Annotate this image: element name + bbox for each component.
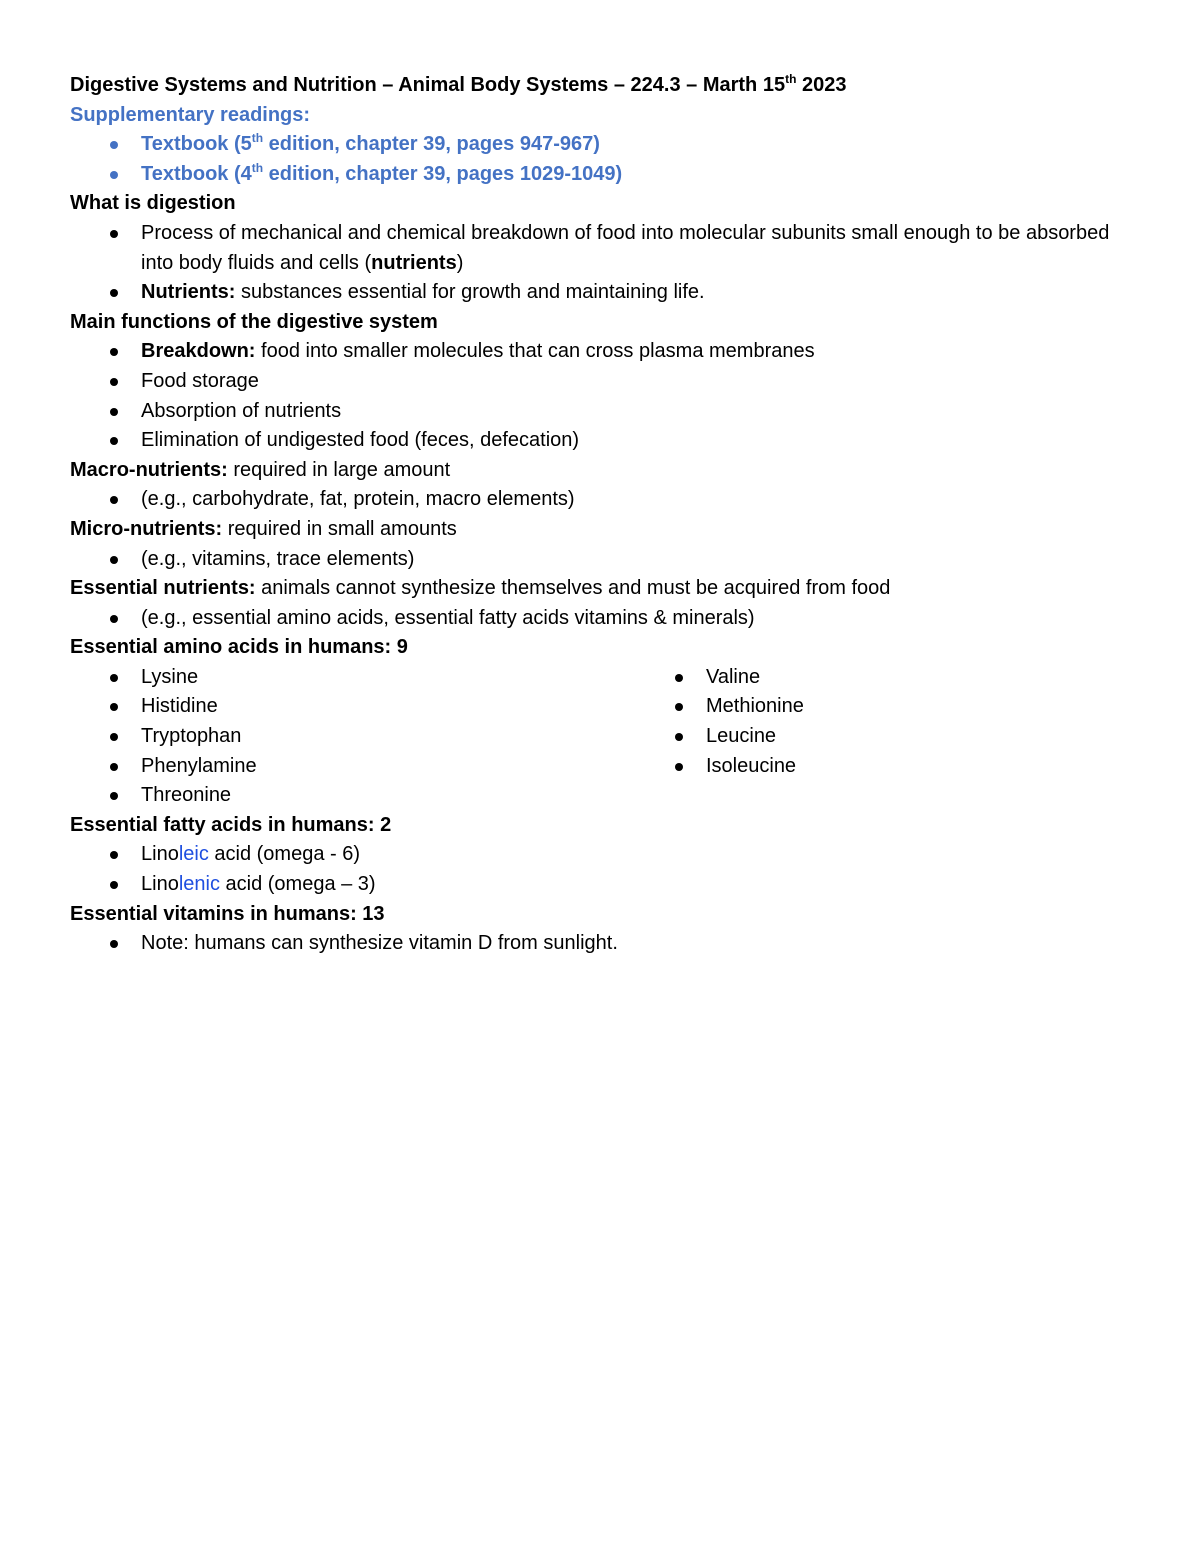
nutrients-definition: Nutrients: substances essential for growth and maintaining life. — [70, 278, 1130, 308]
fatty-acid-linolenic: Linolenic acid (omega – 3) — [70, 870, 1130, 900]
amino-acids-heading: Essential amino acids in humans: 9 — [70, 636, 408, 659]
title-year: 2023 — [796, 74, 847, 96]
amino-acid-item: Isoleucine — [635, 752, 1130, 782]
bullet-icon — [110, 615, 118, 623]
bullet-icon — [110, 881, 118, 889]
bullet-icon — [110, 141, 118, 149]
vitamins-heading: Essential vitamins in humans: 13 — [70, 902, 385, 925]
micro-nutrients-examples: (e.g., vitamins, trace elements) — [70, 545, 1130, 575]
amino-acid-item: Tryptophan — [70, 722, 635, 752]
macro-nutrients-examples: (e.g., carbohydrate, fat, protein, macro elements) — [70, 485, 1130, 515]
title-text: Digestive Systems and Nutrition – Animal Body Systems – 224.3 – Marth 15 — [70, 74, 786, 96]
bullet-icon — [110, 408, 118, 416]
bullet-icon — [110, 437, 118, 445]
digestion-heading: What is digestion — [70, 192, 236, 215]
amino-acid-item: Valine — [635, 663, 1130, 693]
amino-acid-item: Methionine — [635, 692, 1130, 722]
bullet-icon — [110, 348, 118, 356]
document-title — [70, 71, 1130, 101]
supplementary-list — [70, 130, 1130, 189]
digestion-list — [70, 219, 1130, 308]
amino-acids-column-2 — [635, 663, 1130, 811]
function-elimination: Elimination of undigested food (feces, defecation) — [70, 426, 1130, 456]
bullet-icon — [675, 674, 683, 682]
bullet-icon — [110, 703, 118, 711]
bullet-icon — [110, 763, 118, 771]
macro-nutrients-heading: Macro-nutrients: required in large amount — [70, 458, 451, 481]
vitamins-list — [70, 929, 1130, 959]
bullet-icon — [110, 556, 118, 564]
fatty-acids-list — [70, 840, 1130, 899]
bullet-icon — [110, 733, 118, 741]
title-superscript: th — [785, 72, 797, 86]
micro-nutrients-heading: Micro-nutrients: required in small amounts — [70, 517, 457, 540]
macro-nutrients-list — [70, 485, 1130, 515]
bullet-icon — [110, 378, 118, 386]
bullet-icon — [675, 733, 683, 741]
essential-nutrients-examples: (e.g., essential amino acids, essential fatty acids vitamins & minerals) — [70, 604, 1130, 634]
supplementary-heading: Supplementary readings: — [70, 103, 311, 126]
bullet-icon — [110, 851, 118, 859]
bullet-icon — [675, 763, 683, 771]
amino-acid-item: Histidine — [70, 692, 635, 722]
fatty-acid-linoleic: Linoleic acid (omega - 6) — [70, 840, 1130, 870]
bullet-icon — [675, 703, 683, 711]
reading-item-4th-edition: Textbook (4th edition, chapter 39, pages 1029-1049) — [70, 160, 1130, 190]
bullet-icon — [110, 674, 118, 682]
amino-acid-item: Lysine — [70, 663, 635, 693]
amino-acids-column-1 — [70, 663, 635, 811]
bullet-icon — [110, 171, 118, 179]
bullet-icon — [110, 289, 118, 297]
bullet-icon — [110, 792, 118, 800]
function-breakdown: Breakdown: food into smaller molecules that can cross plasma membranes — [70, 337, 1130, 367]
function-absorption: Absorption of nutrients — [70, 397, 1130, 427]
functions-list — [70, 337, 1130, 455]
bullet-icon — [110, 940, 118, 948]
document-content — [70, 71, 1130, 959]
amino-acid-item: Threonine — [70, 781, 635, 811]
bullet-icon — [110, 230, 118, 238]
amino-acids-columns — [70, 663, 1130, 811]
essential-nutrients-heading: Essential nutrients: animals cannot synthesize themselves and must be acquired from food — [70, 577, 891, 600]
amino-acid-item: Phenylamine — [70, 752, 635, 782]
digestion-definition: Process of mechanical and chemical breakdown of food into molecular subunits small enough to be absorbed into body fluids and cells (nutrients) — [70, 219, 1130, 278]
vitamins-note: Note: humans can synthesize vitamin D from sunlight. — [70, 929, 1130, 959]
essential-nutrients-list — [70, 604, 1130, 634]
amino-acid-item: Leucine — [635, 722, 1130, 752]
micro-nutrients-list — [70, 545, 1130, 575]
fatty-acids-heading: Essential fatty acids in humans: 2 — [70, 813, 392, 836]
bullet-icon — [110, 496, 118, 504]
functions-heading: Main functions of the digestive system — [70, 310, 438, 333]
function-food-storage: Food storage — [70, 367, 1130, 397]
reading-item-5th-edition: Textbook (5th edition, chapter 39, pages 947-967) — [70, 130, 1130, 160]
